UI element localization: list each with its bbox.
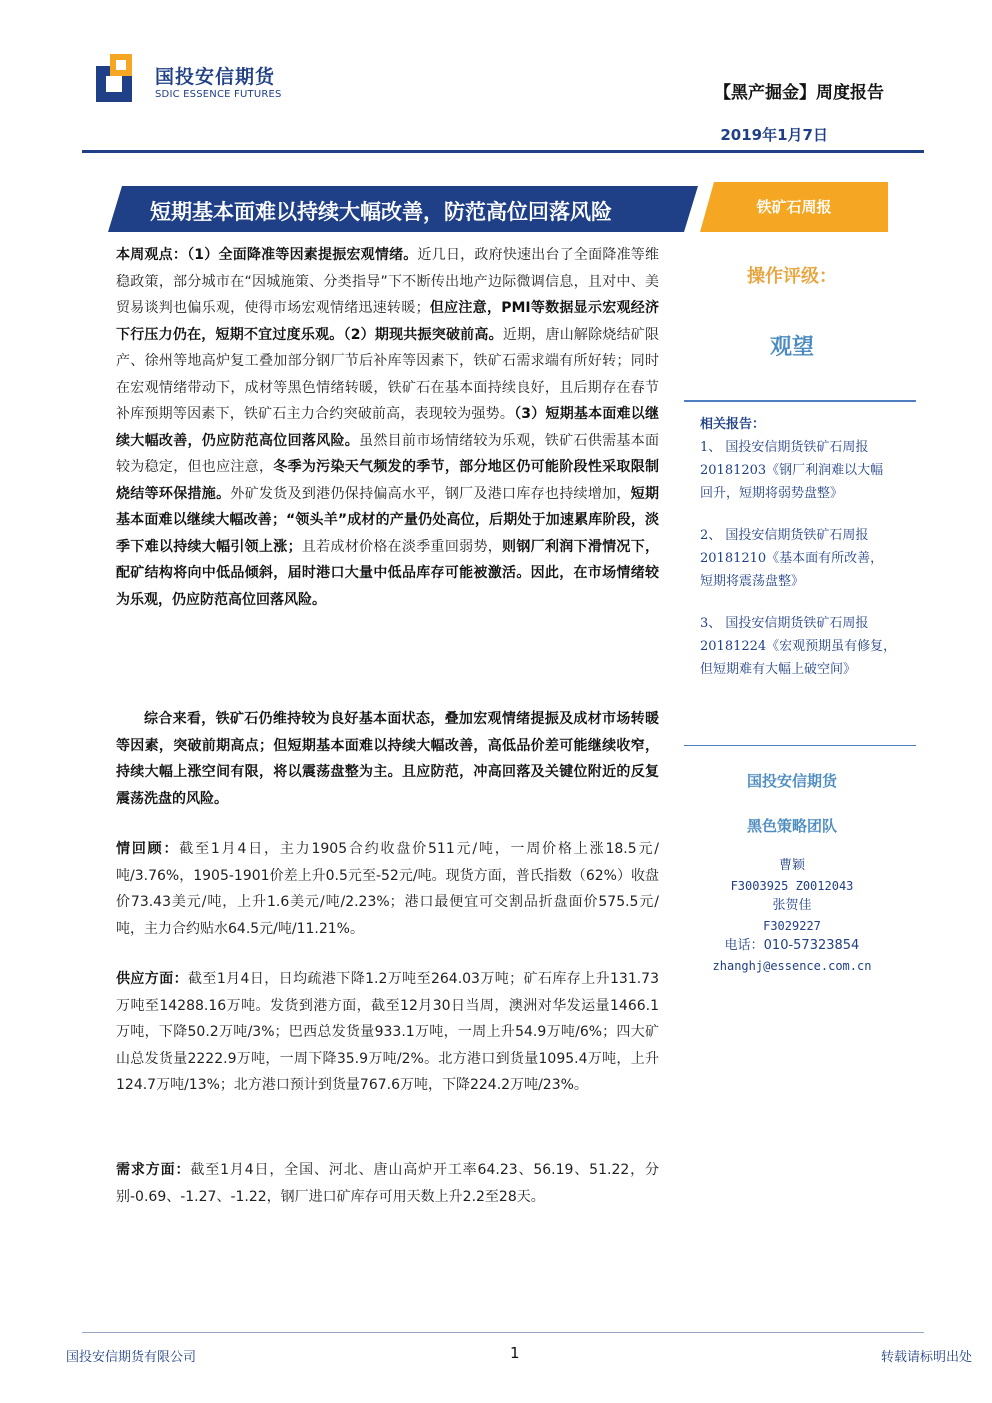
related-report-item[interactable] [700, 612, 910, 681]
related-report-line: 1、 国投安信期货铁矿石周报 [700, 440, 869, 455]
analyst-email[interactable]: zhanghj@essence.com.cn [712, 959, 872, 973]
logo-name-cn: 国投安信期货 [155, 66, 276, 88]
related-report-line: 2、 国投安信期货铁矿石周报 [700, 528, 869, 543]
related-reports [700, 413, 910, 681]
section-label: 本周观点： [116, 247, 188, 263]
section-label: 需求方面： [116, 1162, 191, 1178]
body-text: 近几日，政府快速出台了全面降准等维稳政策，部分城市在“因城施策、分类指导”下不断传出地产边际微调信息，且对中、美贸易谈判也偏乐观，使得市场宏观情绪迅速转暖； [116, 247, 660, 316]
related-report-line: 20181210《基本面有所改善， [700, 551, 884, 566]
footer-company: 国投安信期货有限公司 [66, 1350, 197, 1365]
header-divider [82, 150, 924, 153]
footer-divider [82, 1332, 924, 1333]
body-text: 截至1月4日，全国、河北、唐山高炉开工率64.23、56.19、51.22，分别-0.69、-1.27、-1.22，钢厂进口矿库存可用天数上升2.2至28天。 [116, 1162, 660, 1205]
related-report-line: 回升，短期将弱势盘整》 [700, 486, 844, 501]
related-report-line: 20181203《钢厂利润难以大幅 [700, 463, 884, 478]
body-text: 且若成材价格在淡季重回弱势， [301, 538, 503, 555]
body-text: 外矿发货及到港仍保持偏高水平，钢厂及港口库存也持续增加， [230, 485, 631, 502]
analyst-name: 张贺佳 [772, 898, 812, 913]
related-report-line: 短期将震荡盘整》 [700, 574, 805, 589]
company-logo-icon [96, 54, 146, 102]
analyst-phone: 电话：010-57323854 [724, 938, 860, 953]
sidebar-divider [684, 400, 916, 402]
analyst-license: F3029227 [763, 919, 821, 933]
logo-name-en: SDIC ESSENCE FUTURES [155, 89, 282, 100]
sidebar-team: 黑色策略团队 [746, 817, 837, 835]
key-point: 冬季为污染天气频发的季节，部分地区仍可能阶段性采取限制烧结等环保措施。 [116, 459, 660, 502]
analyst-name: 曹颖 [778, 858, 805, 873]
demand-paragraph [116, 1157, 659, 1210]
body-text: 截至1月4日，主力1905合约收盘价511元/吨，一周价格上涨18.5元/吨/3.76%，1905-1901价差上升0.5元至-52元/吨。现货方面，普氏指数（62%）收盘价73.43美元/吨，上升1.6美元/吨/2.23%；港口最便宜可交割品折盘面价575.5元/吨，主力合约贴水64.5元/吨/11.21%。 [116, 841, 659, 937]
key-point: （1）全面降准等因素提振宏观情绪。 [187, 247, 418, 263]
summary-text: 综合来看，铁矿石仍维持较为良好基本面状态，叠加宏观情绪提振及成材市场转暖等因素，突破前期高点；但短期基本面难以持续大幅改善，高低品价差可能继续收窄，持续大幅上涨空间有限，将以震荡盘整为主。且应防范，冲高回落及关键位附近的反复震荡洗盘的风险。 [116, 711, 659, 807]
report-series: 【黑产掘金】周度报告 [714, 83, 884, 103]
analyst-contacts [700, 856, 884, 976]
body-text: 截至1月4日，日均疏港下降1.2万吨至264.03万吨；矿石库存上升131.73万吨至14288.16万吨。发货到港方面，截至12月30日当周，澳洲对华发运量1466.1万吨，下降50.2万吨/3%；巴西总发货量933.1万吨，一周上升54.9万吨/6%；四大矿山总发货量2222.9万吨，一周下降35.9万吨/2%。北方港口到货量1095.4万吨，上升124.7万吨/13%；北方港口预计到货量767.6万吨，下降224.2万吨/23%。 [116, 971, 659, 1093]
sidebar-company: 国投安信期货 [746, 772, 837, 790]
report-tag: 铁矿石周报 [756, 198, 832, 216]
related-report-line: 3、 国投安信期货铁矿石周报 [700, 616, 869, 631]
related-report-line: 20181224《宏观预期虽有修复， [700, 639, 897, 654]
summary-paragraph [116, 706, 659, 812]
supply-paragraph [116, 966, 659, 1099]
market-review-paragraph [116, 836, 659, 942]
rating-value: 观望 [769, 335, 814, 360]
section-label: 供应方面： [116, 971, 189, 987]
page-title: 短期基本面难以持续大幅改善，防范高位回落风险 [150, 200, 612, 224]
report-date: 2019年1月7日 [720, 126, 828, 144]
analyst-license: F3003925 Z0012043 [730, 879, 854, 893]
footer-note: 转载请标明出处 [880, 1350, 972, 1365]
body-text: 虽然目前市场情绪较为乐观，铁矿石供需基本面较为稳定，但也应注意， [116, 432, 660, 475]
related-reports-header: 相关报告： [700, 417, 766, 432]
rating-label: 操作评级： [747, 266, 837, 287]
key-point: 但应注意，PMI等数据显示宏观经济下行压力仍在，短期不宜过度乐观。（2）期现共振突破前高。 [116, 300, 660, 343]
key-point: 则钢厂利润下滑情况下，配矿结构将向中低品倾斜，届时港口大量中低品库存可能被激活。因此，在市场情绪较为乐观，仍应防范高位回落风险。 [116, 538, 660, 608]
page-number: 1 [510, 1344, 520, 1362]
related-report-line: 但短期难有大幅上破空间》 [700, 662, 857, 677]
related-report-item[interactable] [700, 524, 910, 593]
related-report-item[interactable] [700, 436, 910, 505]
key-point: 短期基本面难以继续大幅改善；“领头羊”成材的产量仍处高位，后期处于加速累库阶段，淡季下难以持续大幅引领上涨； [116, 485, 660, 555]
sidebar-divider [684, 745, 916, 746]
section-label: 情回顾： [116, 841, 180, 857]
body-text: 近期，唐山解除烧结矿限产、徐州等地高炉复工叠加部分钢厂节后补库等因素下，铁矿石需求端有所好转；同时在宏观情绪带动下，成材等黑色情绪转暖，铁矿石在基本面持续良好，且后期存在春节补库预期等因素下，铁矿石主力合约突破前高，表现较为强势。 [116, 326, 659, 422]
key-point: （3）短期基本面难以继续大幅改善，仍应防范高位回落风险。 [116, 406, 659, 449]
weekly-view-paragraph [116, 242, 659, 613]
